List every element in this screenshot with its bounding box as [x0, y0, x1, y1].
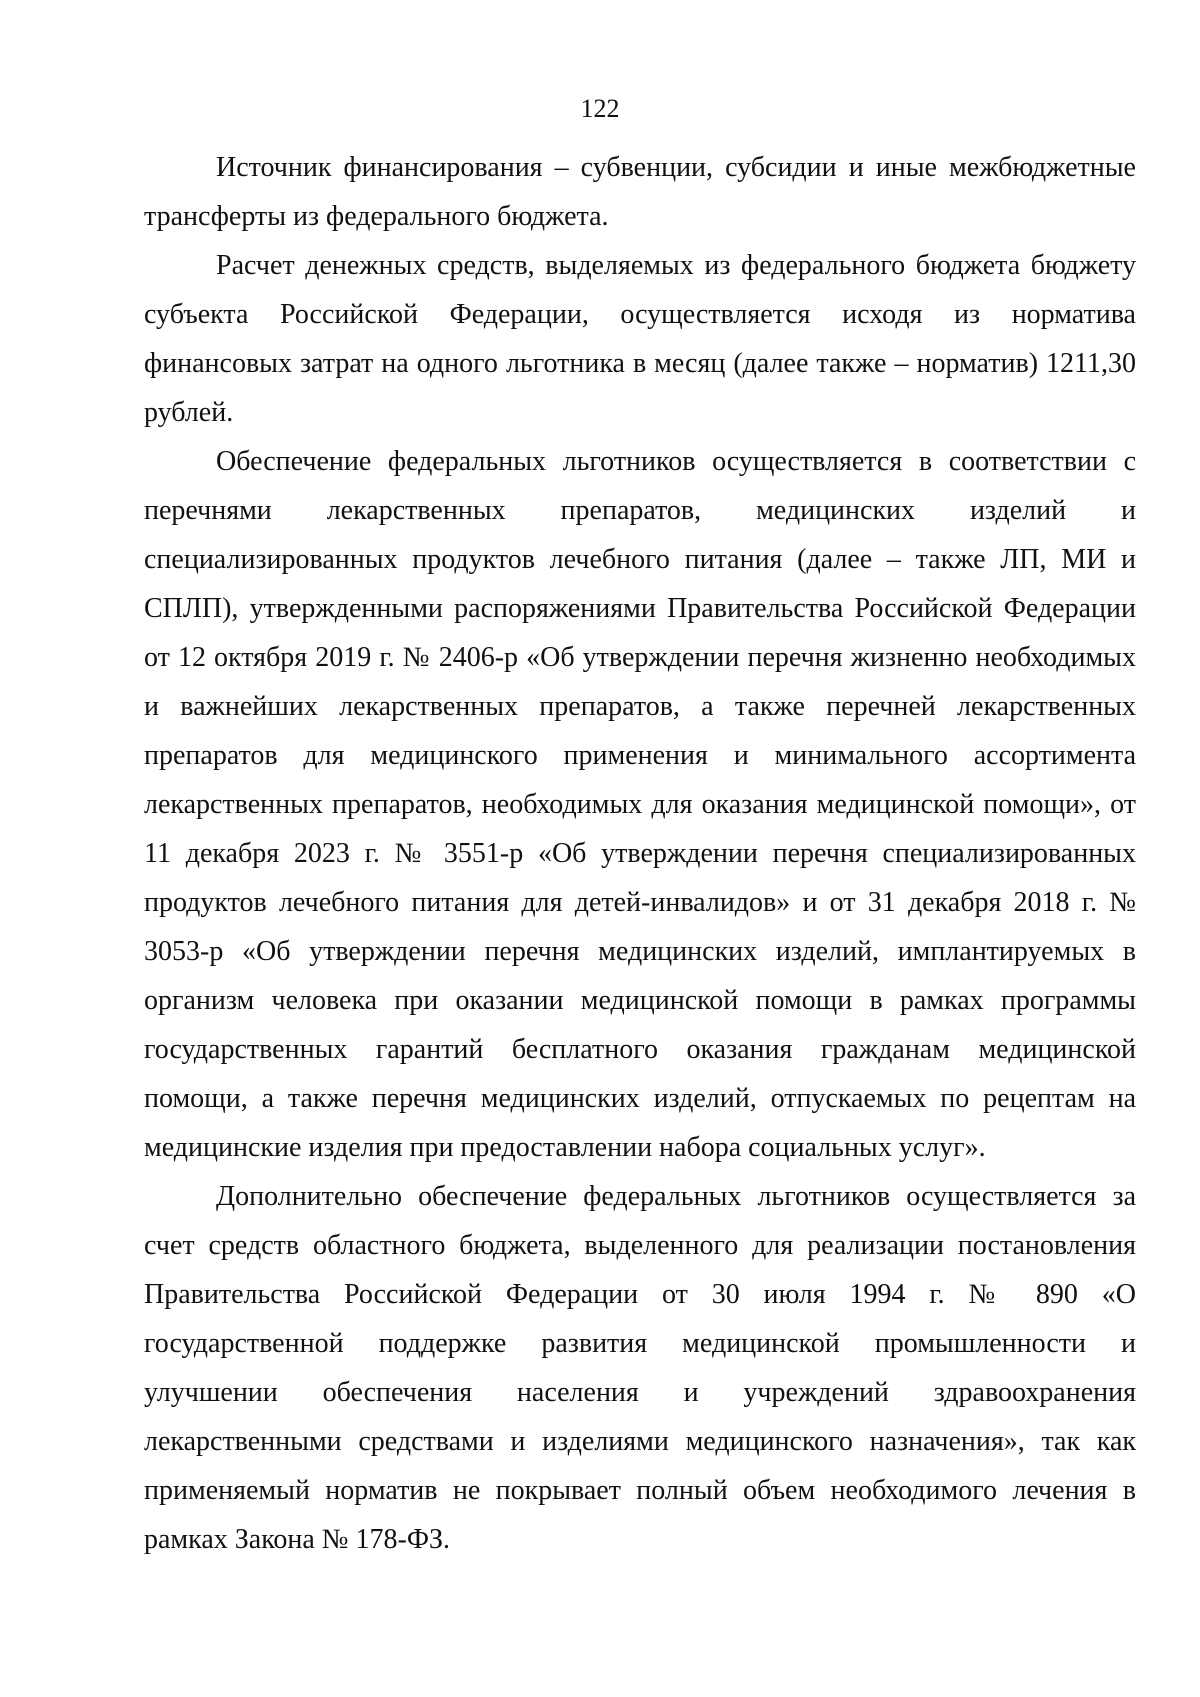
paragraph-federal-beneficiaries-supply: Обеспечение федеральных льготников осуществляется в соответствии с перечнями лекарственных препаратов, медицинских изделий и специализированных продуктов лечебного питания (далее – также ЛП, МИ и СПЛП), утвержденными распоряжениями Правительства Российской Федерации от 12 октября 2019 г. № 2406-р «Об утверждении перечня жизненно необходимых и важнейших лекарственных препаратов, а также перечней лекарственных препаратов для медицинского применения и минимального ассортимента лекарственных препаратов, необходимых для оказания медицинской помощи», от 11 декабря 2023 г. № 3551-р «Об утверждении перечня специализированных продуктов лечебного питания для детей-инвалидов» и от 31 декабря 2018 г. № 3053-р «Об утверждении перечня медицинских изделий, имплантируемых в организм человека при оказании медицинской помощи в рамках программы государственных гарантий бесплатного оказания гражданам медицинской помощи, а также перечня медицинских изделий, отпускаемых по рецептам на медицинские изделия при предоставлении набора социальных услуг».: [144, 446, 1136, 1163]
document-body: [144, 143, 1136, 1564]
paragraph-additional-regional-funding: Дополнительно обеспечение федеральных льготников осуществляется за счет средств областного бюджета, выделенного для реализации постановления Правительства Российской Федерации от 30 июля 1994 г. № 890 «О государственной поддержке развития медицинской промышленности и улучшении обеспечения населения и учреждений здравоохранения лекарственными средствами и изделиями медицинского назначения», так как применяемый норматив не покрывает полный объем необходимого лечения в рамках Закона № 178-ФЗ.: [144, 1181, 1136, 1555]
paragraph-funds-calculation: Расчет денежных средств, выделяемых из федерального бюджета бюджету субъекта Российской Федерации, осуществляется исходя из норматива финансовых затрат на одного льготника в месяц (далее также – норматив) 1211,30 рублей.: [144, 250, 1136, 428]
paragraph-financing-source: Источник финансирования – субвенции, субсидии и иные межбюджетные трансферты из федерального бюджета.: [144, 152, 1136, 232]
page-number: 122: [580, 94, 620, 123]
